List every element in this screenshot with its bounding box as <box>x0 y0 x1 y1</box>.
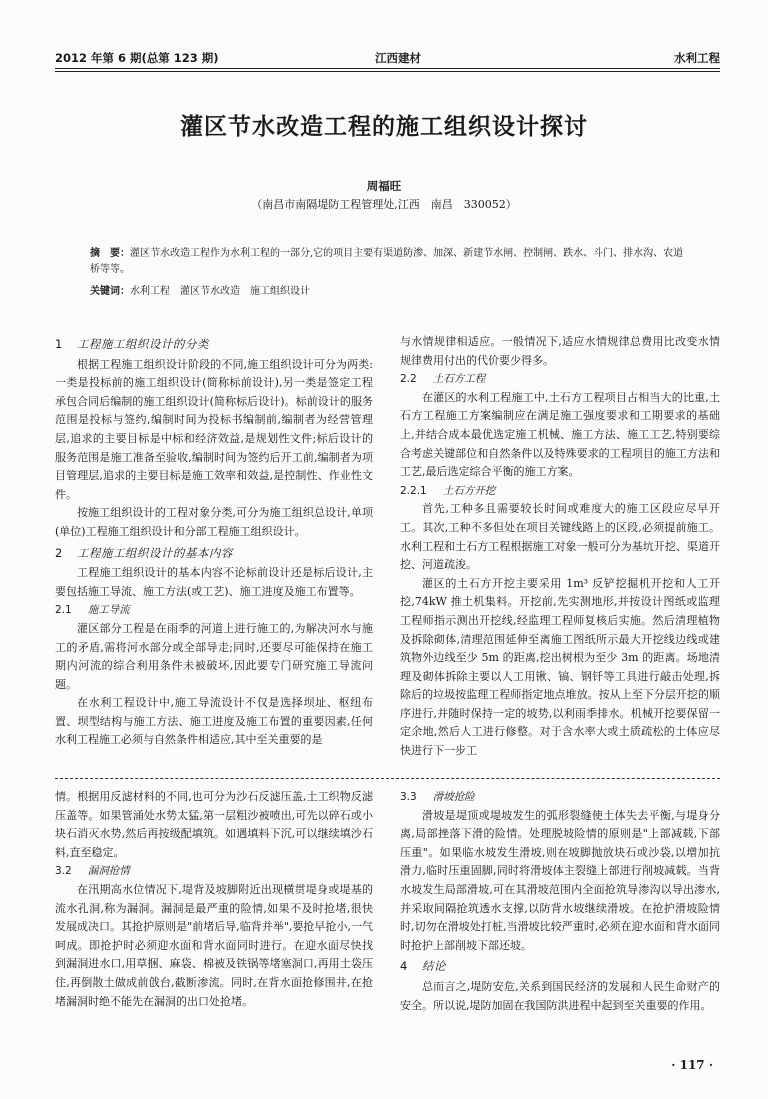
page-number: · 117 · <box>671 1058 713 1072</box>
subsection-heading <box>55 862 373 881</box>
section-number: 2 <box>55 545 63 560</box>
author-name: 周福旺 <box>366 179 402 193</box>
section-number: 4 <box>400 959 408 974</box>
body-paragraph: 工程施工组织设计的基本内容不论标前设计还是标后设计,主要包括施工导流、施工方法(或工艺)、施工进度及施工布置等。 <box>55 566 373 598</box>
body-paragraph: 根据工程施工组织设计阶段的不同,施工组织设计可分为两类:一类是投标前的施工组织设计(简称标前设计),另一类是签定工程承包合同后编制的施工组织设计(简称标后设计)。标前设计的服务范围是投标与签约,编制时间为投标书编制前,编制者为经营管理层,追求的主要目标是中标和经济效益,是规划性文件;标后设计的服务范围是施工准备至验收,编制时间为签约后开工前,编制者为项目管理层,追求的主要目标是施工效率和效益,是控制性、作业性文件。 <box>55 357 373 501</box>
body-paragraph: 滑坡是堤顶或堤坡发生的弧形裂缝使土体失去平衡,与堤身分离,局部挫落下滑的险情。处理脱坡险情的原则是"上部减载,下部压重"。如果临水坡发生滑坡,则在坡脚抛放块石或沙袋,以增加抗滑力,临时压重固脚,同时将滑坡体主裂缝上部进行削坡减载。当背水坡发生局部滑坡,可在其滑坡范围内全面抢筑导渗沟以导出渗水,并采取间隔抢筑透水支撑,以防背水坡继续滑坡。在抢护滑坡险情时,切勿在滑坡处打桩,当滑坡比较严重时,必须在迎水面和背水面同时抢护上部削坡下部还坡。 <box>400 808 720 952</box>
issue-label: 2012 年第 6 期(总第 123 期) <box>55 51 219 65</box>
subsection-title: 漏洞抢情 <box>87 865 130 878</box>
keywords-paragraph <box>90 284 688 300</box>
section-heading <box>55 335 373 354</box>
subsection-heading <box>400 370 720 389</box>
body-paragraph: 与水情规律相适应。一般情况下,适应水情规律总费用比改变水情规律费用付出的代价要少得多。 <box>400 335 720 367</box>
column-right-top <box>400 333 720 761</box>
section-cut-line <box>55 778 720 779</box>
subsection-title: 施工导流 <box>87 604 130 617</box>
subsection-title: 土石方工程 <box>432 373 486 386</box>
journal-name: 江西建材 <box>375 51 421 65</box>
article-title: 灌区节水改造工程的施工组织设计探讨 <box>180 113 588 140</box>
body-paragraph: 灌区部分工程是在雨季的河道上进行施工的,为解决河水与施工的矛盾,需将河水部分或全部导走;同时,还要尽可能保持在施工期内河流的综合利用条件未被破坏,因此要专门研究施工导流问题。 <box>55 621 373 691</box>
section-heading <box>55 544 373 563</box>
body-paragraph: 按施工组织设计的工程对象分类,可分为施工组织总设计,单项(单位)工程施工组织设计和分部工程施工组织设计。 <box>55 506 373 538</box>
body-paragraph: 总而言之,堤防安危,关系到国民经济的发展和人民生命财产的安全。所以说,堤防加固在我国防洪进程中起到至关重要的作用。 <box>400 979 720 1012</box>
section-title: 工程施工组织设计的基本内容 <box>76 545 233 560</box>
subsection-title: 土石方开挖 <box>442 484 496 497</box>
section-title: 工程施工组织设计的分类 <box>76 337 209 351</box>
column-left-bottom <box>55 788 373 1011</box>
subsection-heading <box>400 482 720 501</box>
subsection-title: 滑坡抢险 <box>432 791 475 803</box>
section-heading <box>400 957 720 976</box>
body-paragraph: 首先,工种多且需要较长时间或难度大的施工区段应尽早开工。其次,工种不多但处在项目关键线路上的区段,必须提前施工。水利工程和土石方工程根据施工对象一般可分为基坑开挖、渠道开挖、河道疏浚。 <box>400 502 720 572</box>
running-header <box>55 50 720 70</box>
subsection-number: 2.2 <box>400 373 417 386</box>
body-paragraph: 在汛期高水位情况下,堤背及坡脚附近出现横贯堤身或堤基的流水孔洞,称为漏洞。漏洞是最严重的险情,如果不及时抢堵,很快发展成决口。其抢护原则是"前堵后导,临背并举",要抢早抢小,一气呵成。即抢护时必须迎水面和背水面同时进行。在迎水面尽快找到漏洞进水口,用草捆、麻袋、棉被及铁锅等堵塞洞口,再用土袋压住,再倒散土做成前戗台,截断渗流。同时,在背水面抢修围井,在抢堵漏洞时绝不能先在漏洞的出口处抢堵。 <box>55 882 373 1008</box>
subsection-heading <box>400 788 720 807</box>
abstract-label: 摘 要： <box>90 248 130 259</box>
abstract-paragraph <box>90 246 688 278</box>
body-paragraph: 在水利工程设计中,施工导流设计不仅是选择坝址、枢纽布置、坝型结构与施工方法、施工进度及施工布置的重要因素,任何水利工程施工必须与自然条件相适应,其中至关重要的是 <box>55 696 373 747</box>
body-paragraph: 在灌区的水利工程施工中,土石方工程项目占相当大的比重,土石方工程施工方案编制应在满足施工强度要求和工期要求的基础上,并结合成本最优选定施工机械、施工方法、施工工艺,特别要综合考虑关键部位和自然条件以及特殊要求的工程项目的施工方法和工艺,最后选定综合平衡的施工方案。 <box>400 390 720 479</box>
header-rule <box>55 68 720 72</box>
subsection-number: 3.3 <box>400 791 417 803</box>
subsection-number: 2.1 <box>55 604 72 617</box>
body-paragraph: 灌区的土石方开挖主要采用 1m³ 反铲挖掘机开挖和人工开挖,74kW 推土机集料。开挖前,先实测地形,并按设计图纸或监理工程师指示测出开挖线,经监理工程师复核后实施。然后清理植物及拆除砌体,清理范围延伸至离施工图纸所示最大开挖线边线或建筑物外边线至少 5m 的距离,挖出树根为至少 3m 的距离。场地清理及砌体拆除主要以人工用锹、镐、钢钎等工具进行敲击处理,拆除后的垃圾按监理工程师指定地点堆放。按从上至下分层开挖的顺序进行,并随时保持一定的坡势,以利雨季排水。机械开挖要保留一定余地,然后人工进行修整。对于含水率大或土质疏松的土体应尽快进行下一步工 <box>400 576 720 758</box>
subsection-number: 2.2.1 <box>400 484 427 497</box>
column-left-top <box>55 333 373 750</box>
author-affiliation: （南昌市南隔堤防工程管理处,江西 南昌 330052） <box>251 198 517 211</box>
subsection-heading <box>55 601 373 620</box>
column-right-bottom <box>400 788 720 1015</box>
abstract-text: 灌区节水改造工程作为水利工程的一部分,它的项目主要有渠道防渗、加深、新建节水闸、控制闸、跌水、斗门、排水沟、农道桥等等。 <box>90 248 684 275</box>
body-paragraph: 情。根据用反滤材料的不同,也可分为沙石反滤压盖,土工织物反滤压盖等。如果管涌处水势太猛,第一层粗沙被喷出,可先以碎石或小块石消灭水势,然后再按级配填筑。如遇填料下沉,可以继续填沙石料,直至稳定。 <box>55 790 373 859</box>
abstract-block <box>90 246 688 300</box>
keywords-text: 水利工程 灌区节水改造 施工组织设计 <box>130 286 310 297</box>
subsection-number: 3.2 <box>55 865 72 878</box>
keywords-label: 关键词： <box>90 286 130 297</box>
section-label: 水利工程 <box>674 51 720 65</box>
section-number: 1 <box>55 337 63 351</box>
section-title: 结论 <box>421 959 446 974</box>
